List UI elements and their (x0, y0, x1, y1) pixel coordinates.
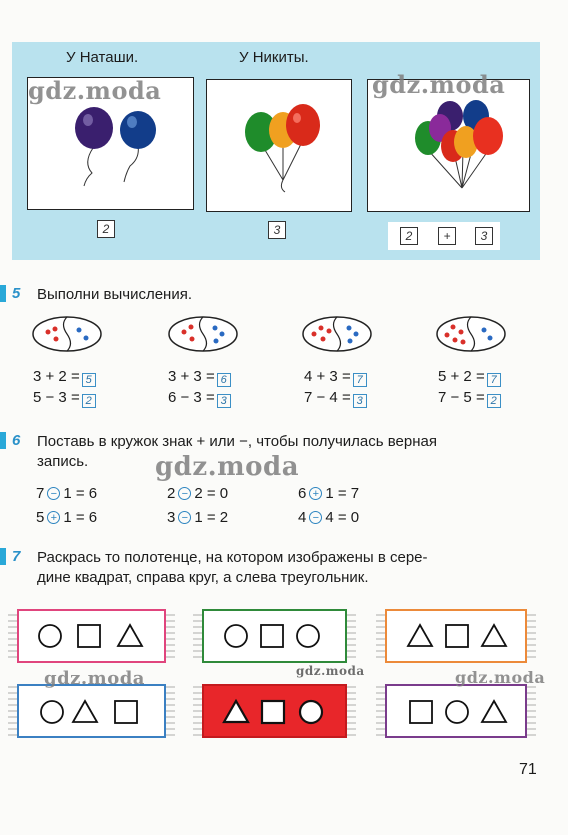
equation: 5 + 2 = 7 (438, 368, 501, 387)
watermark: gdz.moda (372, 70, 506, 99)
sign-circle[interactable]: − (47, 487, 60, 500)
equation: 7 − 4 = 3 (304, 389, 367, 408)
watermark: gdz.moda (28, 76, 162, 105)
sign-circle[interactable]: + (309, 487, 322, 500)
oval-group-4 (437, 317, 505, 351)
equation: 6 − 3 = 3 (168, 389, 231, 408)
natasha-label: У Наташи. (66, 49, 139, 66)
equation: 3 + 3 = 6 (168, 368, 231, 387)
total-balloons-image (368, 80, 528, 210)
equation: 4 + 3 = 7 (304, 368, 367, 387)
sign-equation: 5 + 1 = 6 (36, 509, 98, 526)
task7-text-line1: Раскрась то полотенце, на котором изображены в сере- (37, 549, 428, 566)
watermark: gdz.moda (455, 668, 546, 687)
sign-equation: 4 − 4 = 0 (298, 509, 360, 526)
answer-box[interactable]: 2 (487, 394, 501, 408)
task6-text-line2: запись. (37, 453, 89, 470)
equation: 3 + 2 = 5 (33, 368, 96, 387)
towel-orange[interactable] (376, 610, 536, 662)
task6-number: 6 (12, 432, 21, 449)
watermark: gdz.moda (296, 664, 365, 678)
task5-ovals (22, 312, 522, 358)
task-marker (0, 432, 6, 449)
answer-box[interactable]: 3 (217, 394, 231, 408)
oval-group-2 (169, 317, 237, 351)
task-marker (0, 285, 6, 302)
equation: 5 − 3 = 2 (33, 389, 96, 408)
towel-purple[interactable] (376, 685, 536, 737)
task-marker (0, 548, 6, 565)
sign-circle[interactable]: + (47, 511, 60, 524)
task7-text-line2: дине квадрат, справа круг, а слева треугольник. (37, 569, 369, 586)
sign-circle[interactable]: − (309, 511, 322, 524)
sign-equation: 3 − 1 = 2 (167, 509, 229, 526)
task5-number: 5 (12, 285, 21, 302)
answer-box[interactable]: 3 (353, 394, 367, 408)
towel-blue[interactable] (8, 685, 175, 737)
page-number: 71 (519, 761, 537, 778)
natasha-answer-box[interactable]: 2 (97, 220, 115, 238)
sum-sign-box[interactable]: + (438, 227, 456, 245)
task6-text-line1: Поставь в кружок знак + или −, чтобы получилась верная (37, 433, 437, 450)
task7-number: 7 (12, 548, 21, 565)
watermark: gdz.moda (155, 452, 300, 482)
towel-green[interactable] (193, 610, 356, 662)
answer-box[interactable]: 2 (82, 394, 96, 408)
sum-first-box[interactable]: 2 (400, 227, 418, 245)
task5-text: Выполни вычисления. (37, 286, 192, 303)
watermark: gdz.moda (44, 668, 145, 689)
equation: 7 − 5 = 2 (438, 389, 501, 408)
oval-group-1 (33, 317, 101, 351)
sign-circle[interactable]: − (178, 511, 191, 524)
nikita-balloons-image (207, 80, 350, 210)
sign-equation: 7 − 1 = 6 (36, 485, 98, 502)
answer-box[interactable]: 6 (217, 373, 231, 387)
nikita-balloons-frame (206, 79, 352, 212)
oval-group-3 (303, 317, 371, 351)
nikita-answer-box[interactable]: 3 (268, 221, 286, 239)
answer-box[interactable]: 5 (82, 373, 96, 387)
sum-second-box[interactable]: 3 (475, 227, 493, 245)
sign-circle[interactable]: − (178, 487, 191, 500)
towel-pink[interactable] (8, 610, 175, 662)
nikita-label: У Никиты. (239, 49, 309, 66)
answer-box[interactable]: 7 (487, 373, 501, 387)
answer-box[interactable]: 7 (353, 373, 367, 387)
sign-equation: 2 − 2 = 0 (167, 485, 229, 502)
towel-red[interactable] (193, 685, 356, 737)
sign-equation: 6 + 1 = 7 (298, 485, 360, 502)
